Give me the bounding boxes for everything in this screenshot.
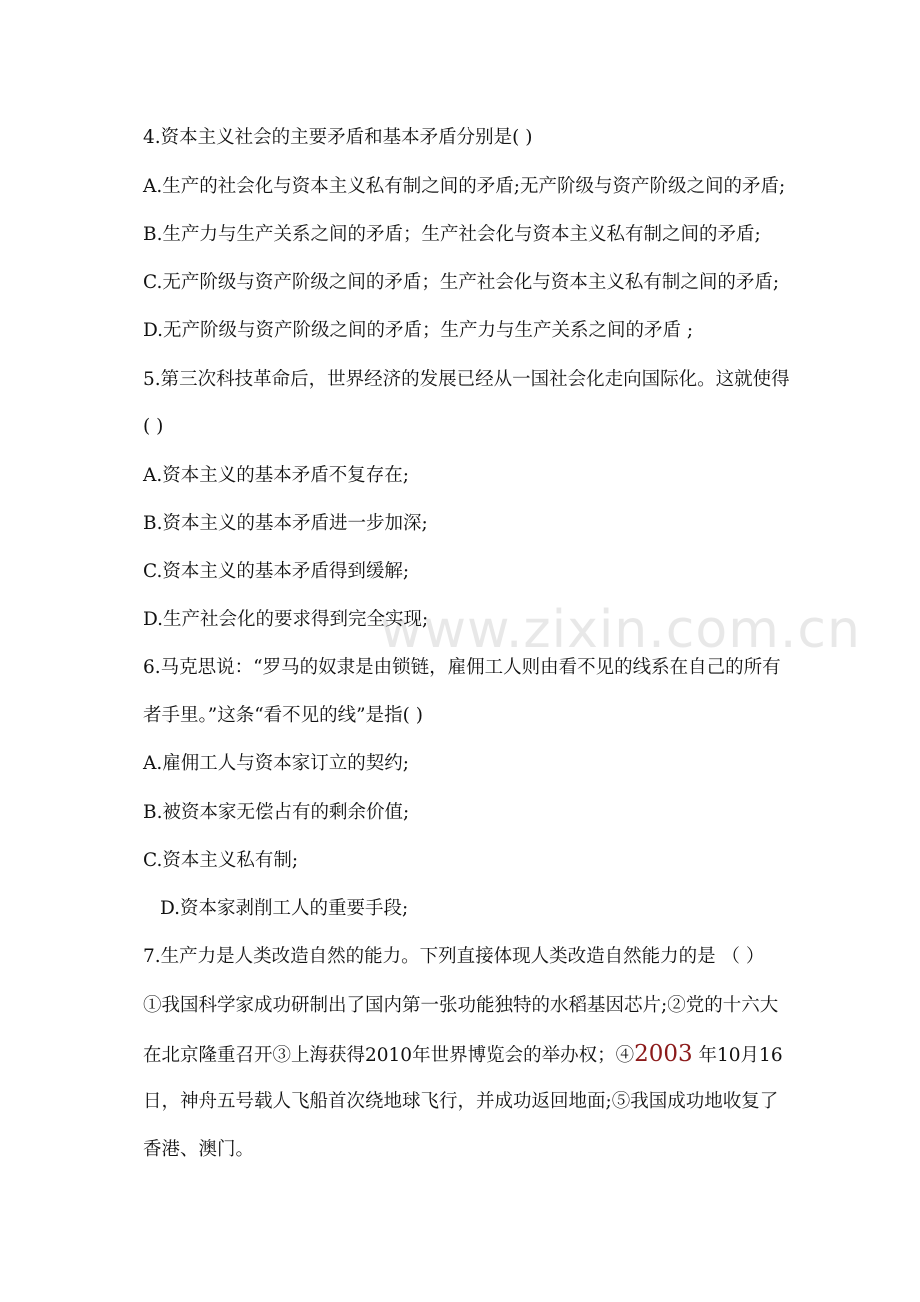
year-2003: 2003 <box>634 1041 693 1067</box>
q4-option-c: C.无产阶级与资产阶级之间的矛盾；生产社会化与资本主义私有制之间的矛盾; <box>143 272 780 293</box>
q7-text-2-after: 年10月16 <box>692 1045 783 1066</box>
q5-option-a: A.资本主义的基本矛盾不复存在; <box>143 465 409 486</box>
q6-option-a: A.雇佣工人与资本家订立的契约; <box>143 753 409 774</box>
watermark: www.zixin.com.cn <box>380 600 861 660</box>
q5-option-b: B.资本主义的基本矛盾进一步加深; <box>143 513 428 534</box>
q6-stem-cont: 者手里。”这条“看不见的线”是指( ) <box>143 705 423 726</box>
q7-stem: 7.生产力是人类改造自然的能力。下列直接体现人类改造自然能力的是 （ ） <box>143 946 765 967</box>
q5-option-c: C.资本主义的基本矛盾得到缓解; <box>143 561 410 582</box>
q4-option-d: D.无产阶级与资产阶级之间的矛盾；生产力与生产关系之间的矛盾 ; <box>143 320 694 341</box>
q7-text-4: 香港、澳门。 <box>143 1139 255 1160</box>
q4-option-b: B.生产力与生产关系之间的矛盾；生产社会化与资本主义私有制之间的矛盾; <box>143 224 761 245</box>
q4-stem: 4.资本主义社会的主要矛盾和基本矛盾分别是( ) <box>143 127 533 148</box>
q7-text-2-before: 在北京隆重召开③上海获得2010年世界博览会的举办权；④ <box>143 1045 635 1066</box>
q5-stem: 5.第三次科技革命后，世界经济的发展已经从一国社会化走向国际化。这就使得 <box>143 369 790 390</box>
q4-option-a: A.生产的社会化与资本主义私有制之间的矛盾;无产阶级与资产阶级之间的矛盾; <box>143 176 786 197</box>
q7-text-2 <box>143 1041 840 1069</box>
q6-option-b: B.被资本家无偿占有的剩余价值; <box>143 802 410 823</box>
q7-text-1: ①我国科学家成功研制出了国内第一张功能独特的水稻基因芯片;②党的十六大 <box>143 995 779 1016</box>
q5-stem-cont: ( ) <box>143 416 164 437</box>
q6-option-c: C.资本主义私有制; <box>143 850 299 871</box>
q5-option-d: D.生产社会化的要求得到完全实现; <box>143 609 429 630</box>
q7-text-3: 日，神舟五号载人飞船首次绕地球飞行，并成功返回地面;⑤我国成功地收复了 <box>143 1091 779 1112</box>
q6-stem: 6.马克思说：“罗马的奴隶是由锁链，雇佣工人则由看不见的线系在自己的所有 <box>143 657 781 678</box>
q6-option-d: D.资本家剥削工人的重要手段; <box>160 898 409 919</box>
